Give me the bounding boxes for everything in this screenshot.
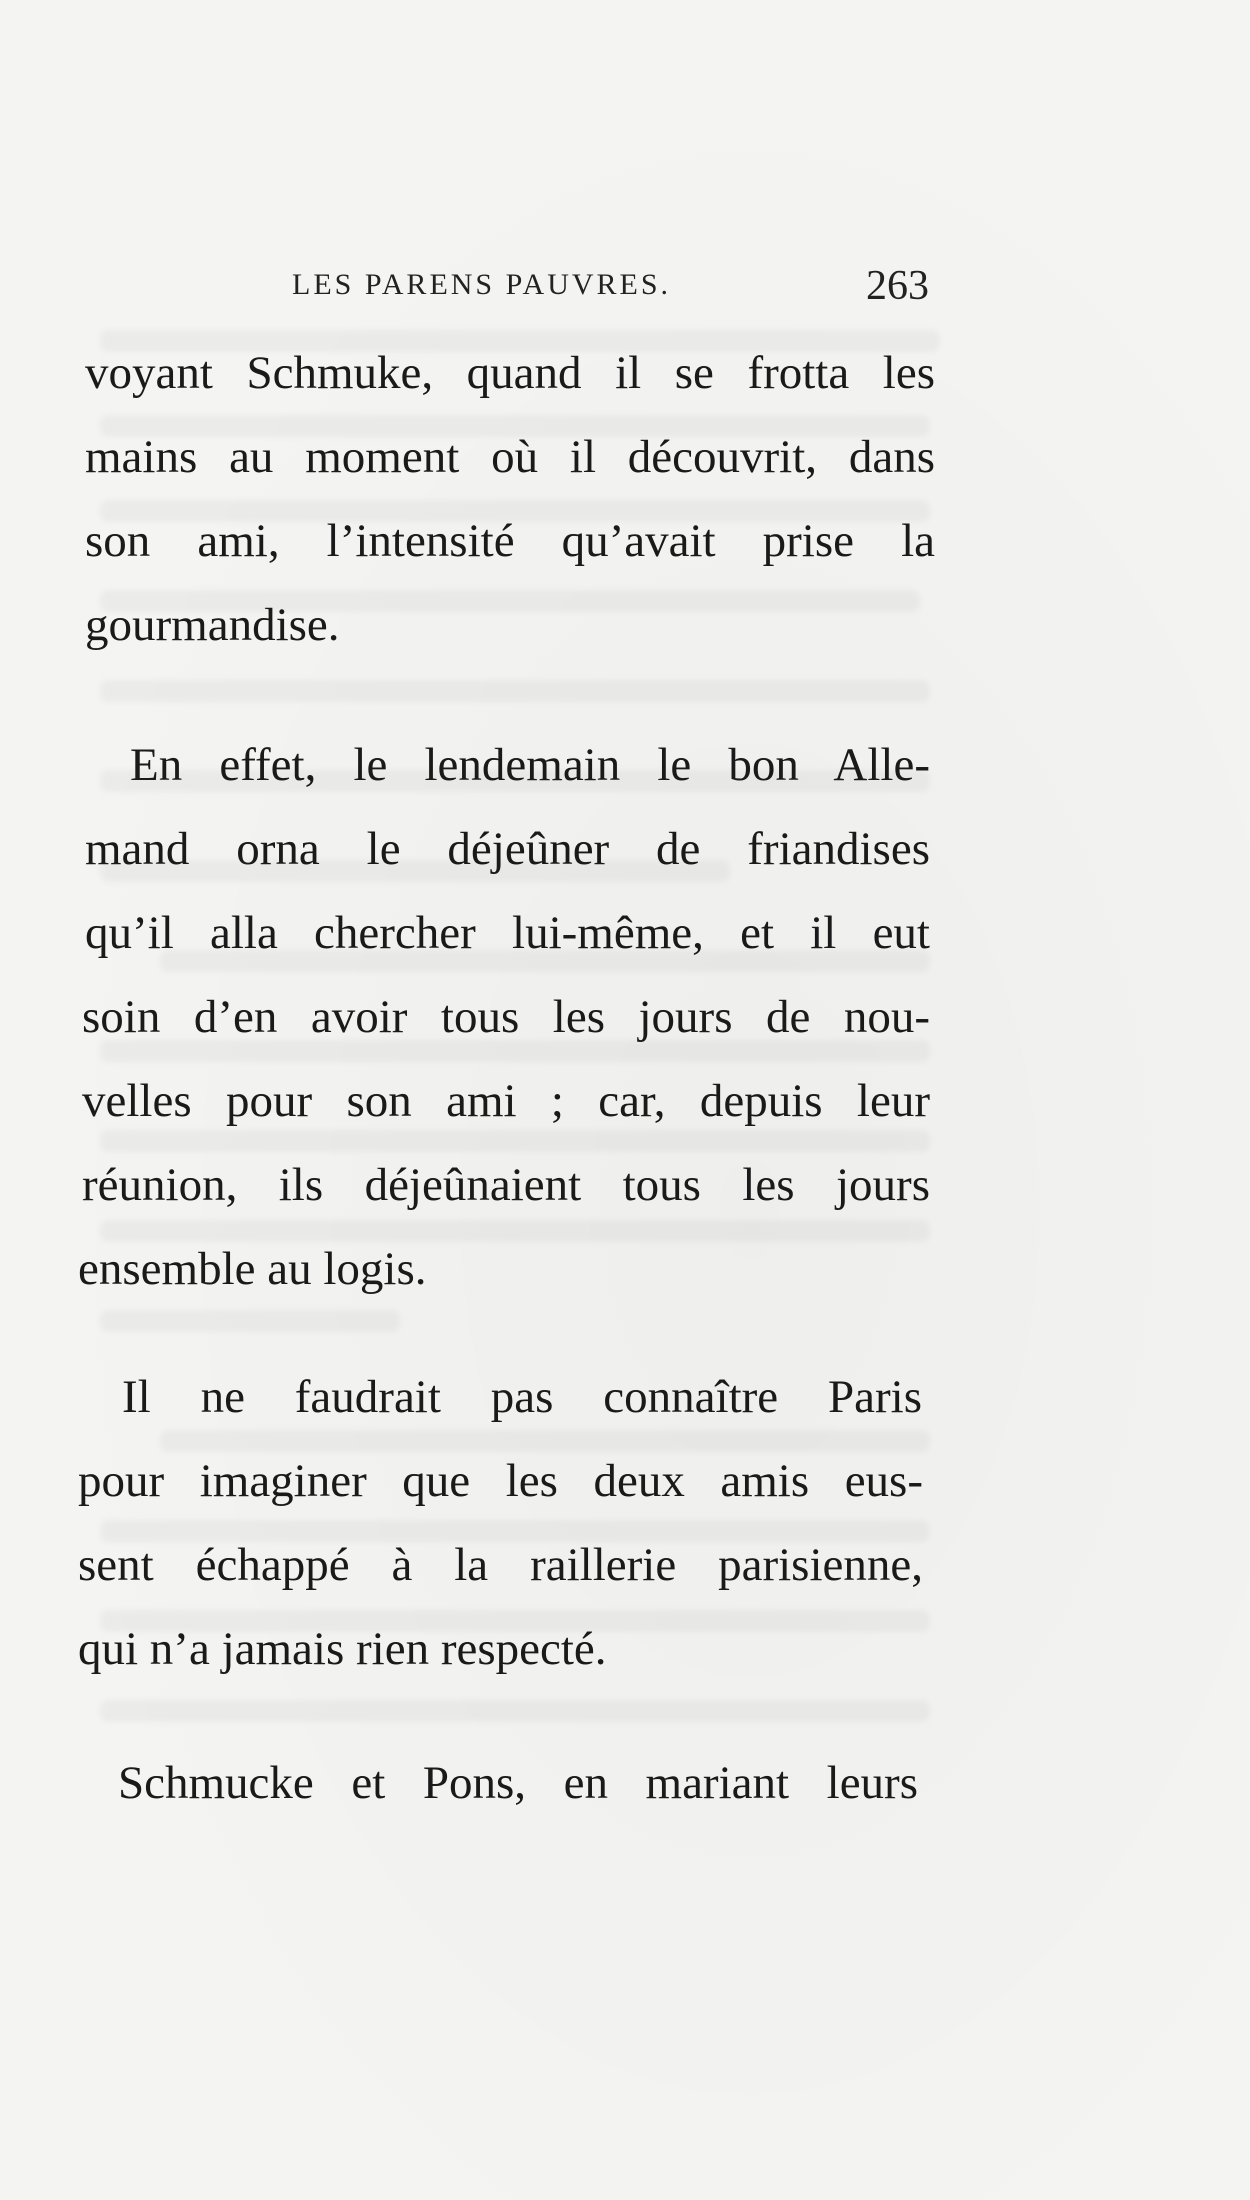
text-line: réunion, ils déjeûnaient tous les jours: [82, 1159, 930, 1211]
text-line: gourmandise.: [85, 599, 340, 651]
text-line: mand orna le déjeûner de friandises: [85, 823, 930, 875]
text-line: pour imaginer que les deux amis eus-: [78, 1455, 923, 1507]
text-line: qui n’a jamais rien respecté.: [78, 1623, 607, 1675]
text-line: sent échappé à la raillerie parisienne,: [78, 1539, 923, 1591]
page-number: 263: [866, 263, 929, 309]
text-line: mains au moment où il découvrit, dans: [85, 431, 935, 483]
text-line: qu’il alla chercher lui-même, et il eut: [85, 907, 930, 959]
text-line: son ami, l’intensité qu’avait prise la: [85, 515, 935, 567]
text-line: soin d’en avoir tous les jours de nou-: [82, 991, 930, 1043]
running-header: [0, 262, 1250, 312]
text-line: Schmucke et Pons, en mariant leurs: [118, 1757, 918, 1809]
running-title: LES PARENS PAUVRES.: [292, 268, 672, 301]
text-line: velles pour son ami ; car, depuis leur: [82, 1075, 930, 1127]
text-line: Il ne faudrait pas connaître Paris: [122, 1371, 922, 1423]
text-line: ensemble au logis.: [78, 1243, 427, 1295]
text-line: voyant Schmuke, quand il se frotta les: [85, 347, 935, 399]
text-line: En effet, le lendemain le bon Alle-: [130, 739, 930, 791]
